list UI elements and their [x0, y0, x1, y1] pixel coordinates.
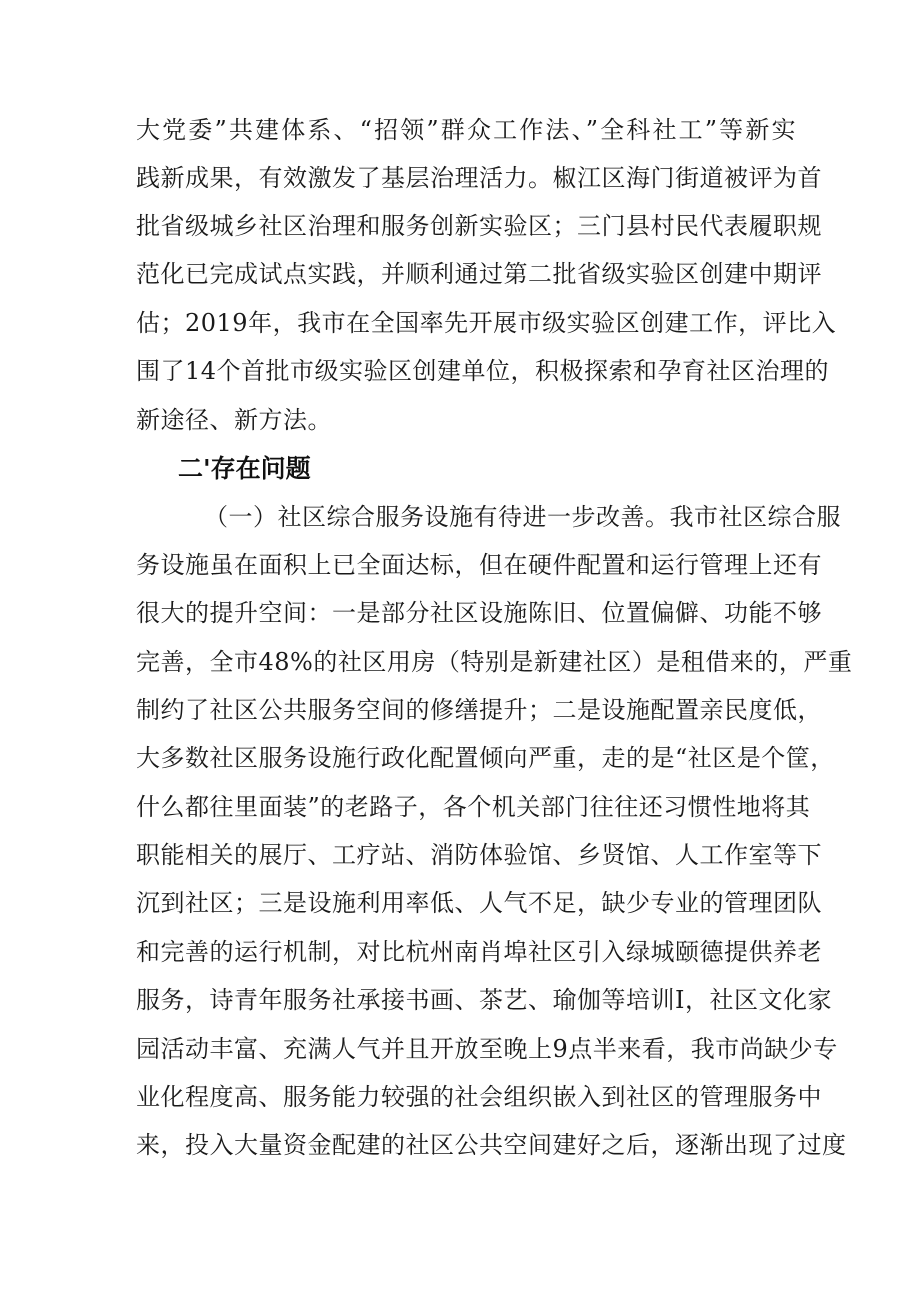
paragraph1-line-4: 范化已完成试点实践，并顺利通过第二批省级实验区创建中期评 — [136, 260, 822, 288]
paragraph2-line-3: 很大的提升空间：一是部分社区设施陈旧、位置偏僻、功能不够 — [136, 599, 822, 627]
paragraph1-line-2: 践新成果，有效激发了基层治理活力。椒江区海门街道被评为首 — [136, 164, 822, 192]
paragraph2-line-4: 完善，全市48%的社区用房（特别是新建社区）是租借来的，严重 — [136, 648, 853, 676]
paragraph1-line-7: 新途径、新方法。 — [136, 406, 332, 434]
paragraph2-line-14: 来，投入大量资金配建的社区公共空间建好之后，逐渐出现了过度 — [136, 1131, 847, 1159]
paragraph1-line-3: 批省级城乡社区治理和服务创新实验区；三门县村民代表履职规 — [136, 212, 822, 240]
paragraph2-line-5: 制约了社区公共服务空间的修缮提升；二是设施配置亲民度低， — [136, 696, 822, 724]
paragraph2-line-2: 务设施虽在面积上已全面达标，但在硬件配置和运行管理上还有 — [136, 551, 822, 579]
paragraph2-line-10: 和完善的运行机制，对比杭州南肖埠社区引入绿城颐德提供养老 — [136, 938, 822, 966]
paragraph2-line-7: 什么都往里面装”的老路子，各个机关部门往往还习惯性地将其 — [136, 793, 811, 821]
paragraph2-line-12: 园活动丰富、充满人气并且开放至晚上9点半来看，我市尚缺少专 — [136, 1035, 838, 1063]
paragraph2-line-6: 大多数社区服务设施行政化配置倾向严重，走的是“社区是个筐， — [136, 744, 835, 772]
paragraph2-line-1: （一）社区综合服务设施有待进一步改善。我市社区综合服 — [204, 503, 841, 531]
section-heading: 二'存在问题 — [178, 454, 311, 483]
paragraph2-line-11: 服务，诗青年服务社承接书画、茶艺、瑜伽等培训I，社区文化家 — [136, 986, 832, 1014]
paragraph1-line-5: 估；2019年，我市在全国率先开展市级实验区创建工作，评比入 — [136, 309, 837, 337]
paragraph2-line-8: 职能相关的展厅、工疗站、消防体验馆、乡贤馆、人工作室等下 — [136, 841, 822, 869]
paragraph2-line-9: 沉到社区；三是设施利用率低、人气不足，缺少专业的管理团队 — [136, 889, 822, 917]
paragraph1-line-1: 大党委”共建体系、“招领”群众工作法、”全科社工”等新实 — [136, 116, 796, 144]
paragraph1-line-6: 围了14个首批市级实验区创建单位，积极探索和孕育社区治理的 — [136, 357, 830, 385]
paragraph2-line-13: 业化程度高、服务能力较强的社会组织嵌入到社区的管理服务中 — [136, 1083, 822, 1111]
